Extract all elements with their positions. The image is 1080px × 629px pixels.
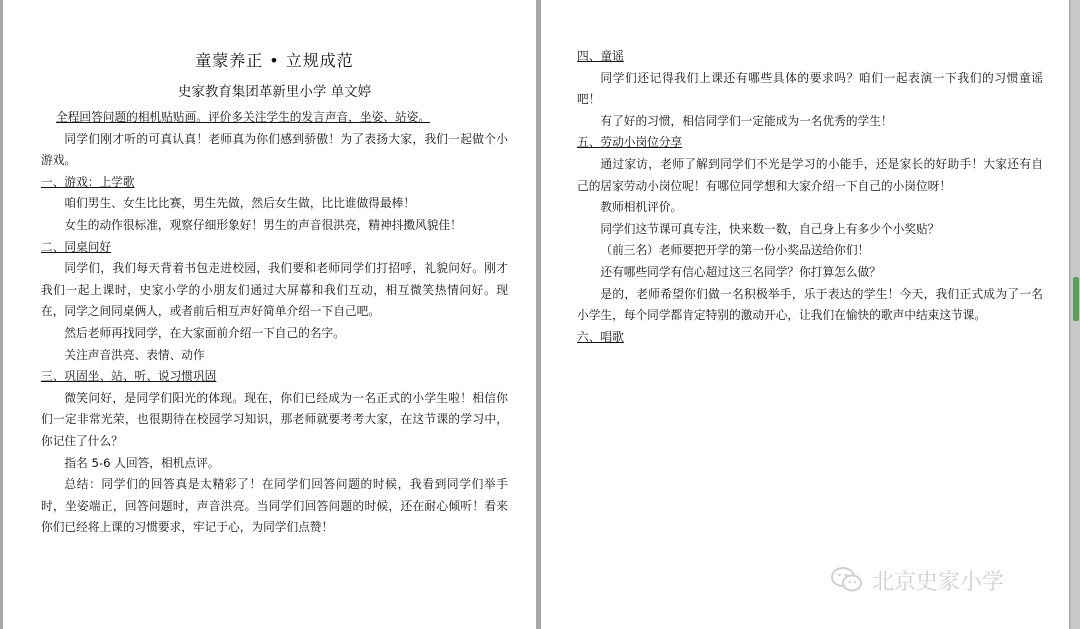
section-heading-labor: 五、劳动小岗位分享 (577, 135, 683, 150)
scrollbar-thumb[interactable] (1073, 277, 1079, 321)
document-title: 童蒙养正 • 立规成范 (195, 51, 354, 70)
document-subtitle: 史家教育集团革新里小学 单文婷 (177, 84, 372, 100)
labor-paragraph-6: 是的，老师希望你们做一名积极举手，乐于表达的学生！今天，我们正式成为了一名小学生，每个同学都肯定特别的激动开心，让我们在愉快的歌声中结束这节课。 (577, 286, 1043, 323)
section-heading-song: 六、唱歌 (577, 329, 624, 344)
vertical-scrollbar[interactable] (1070, 0, 1080, 629)
document-page-right (541, 0, 1069, 629)
labor-paragraph-2: 教师相机评价。 (600, 200, 683, 215)
section-heading-habits: 三、巩固坐、站、听、说习惯巩固 (41, 369, 217, 384)
greeting-paragraph-2: 然后老师再找同学，在大家面前介绍一下自己的名字。 (64, 325, 345, 340)
document-page-left (3, 0, 536, 629)
intro-paragraph: 同学们刚才听的可真认真！老师真为你们感到骄傲！为了表扬大家，我们一起做个小游戏。 (41, 131, 508, 168)
greeting-paragraph-1: 同学们，我们每天背着书包走进校园，我们要和老师同学们打招呼，礼貌问好。刚才我们一起上课时，史家小学的小朋友们通过大屏幕和我们互动，相互微笑热情问好。现在，同学之间同桌俩人，或者前后相互声好简单介绍一下自己吧。 (41, 261, 508, 319)
watermark-text: 北京史家小学 (872, 569, 1005, 595)
watermark (830, 560, 1004, 600)
labor-paragraph-3: 同学们这节课可真专注，快来数一数，自己身上有多少个小奖贴？ (600, 221, 940, 236)
habits-paragraph-1: 微笑问好，是同学们阳光的体现。现在，你们已经成为一名正式的小学生啦！相信你们一定非常光荣，也很期待在校园学习知识，那老师就要考考大家，在这节课的学习中，你记住了什么？ (41, 390, 508, 448)
evaluation-note: 全程回答问题的相机贴贴画。评价多关注学生的发言声音，坐姿、站姿。 (56, 110, 431, 124)
wechat-icon (830, 565, 864, 595)
section-heading-rhyme: 四、童谣 (577, 49, 624, 63)
labor-paragraph-5: 还有哪些同学有信心超过这三名同学？你打算怎么做？ (600, 264, 881, 279)
rhyme-paragraph-2: 有了好的习惯，相信同学们一定能成为一名优秀的学生！ (600, 113, 893, 128)
habits-paragraph-3: 总结：同学们的回答真是太精彩了！在同学们回答问题的时候，我看到同学们举手时，坐姿端正，回答问题时，声音洪亮。当同学们回答问题的时候，还在耐心倾听！看来你们已经将上课的习惯要求，牢记于心，为同学们点赞！ (41, 477, 508, 535)
habits-paragraph-2: 指名 5-6 人回答，相机点评。 (64, 455, 220, 470)
greeting-paragraph-3: 关注声音洪亮、表情、动作 (64, 347, 205, 362)
labor-paragraph-1: 通过家访，老师了解到同学们不光是学习的小能手，还是家长的好助手！大家还有自己的居家劳动小岗位呢！有哪位同学想和大家介绍一下自己的小岗位呀！ (577, 156, 1043, 193)
game-paragraph-2: 女生的动作很标准，观察仔细形象好！男生的声音很洪亮，精神抖擞风貌佳！ (64, 217, 462, 232)
section-heading-greeting: 二、同桌问好 (41, 239, 112, 254)
section-heading-game: 一、游戏：上学歌 (41, 174, 135, 189)
labor-paragraph-4: （前三名）老师要把开学的第一份小奖品送给你们！ (600, 243, 870, 258)
rhyme-paragraph-1: 同学们还记得我们上课还有哪些具体的要求吗？咱们一起表演一下我们的习惯童谣吧！ (577, 70, 1043, 107)
game-paragraph-1: 咱们男生、女生比比赛，男生先做，然后女生做，比比谁做得最棒！ (64, 196, 416, 211)
